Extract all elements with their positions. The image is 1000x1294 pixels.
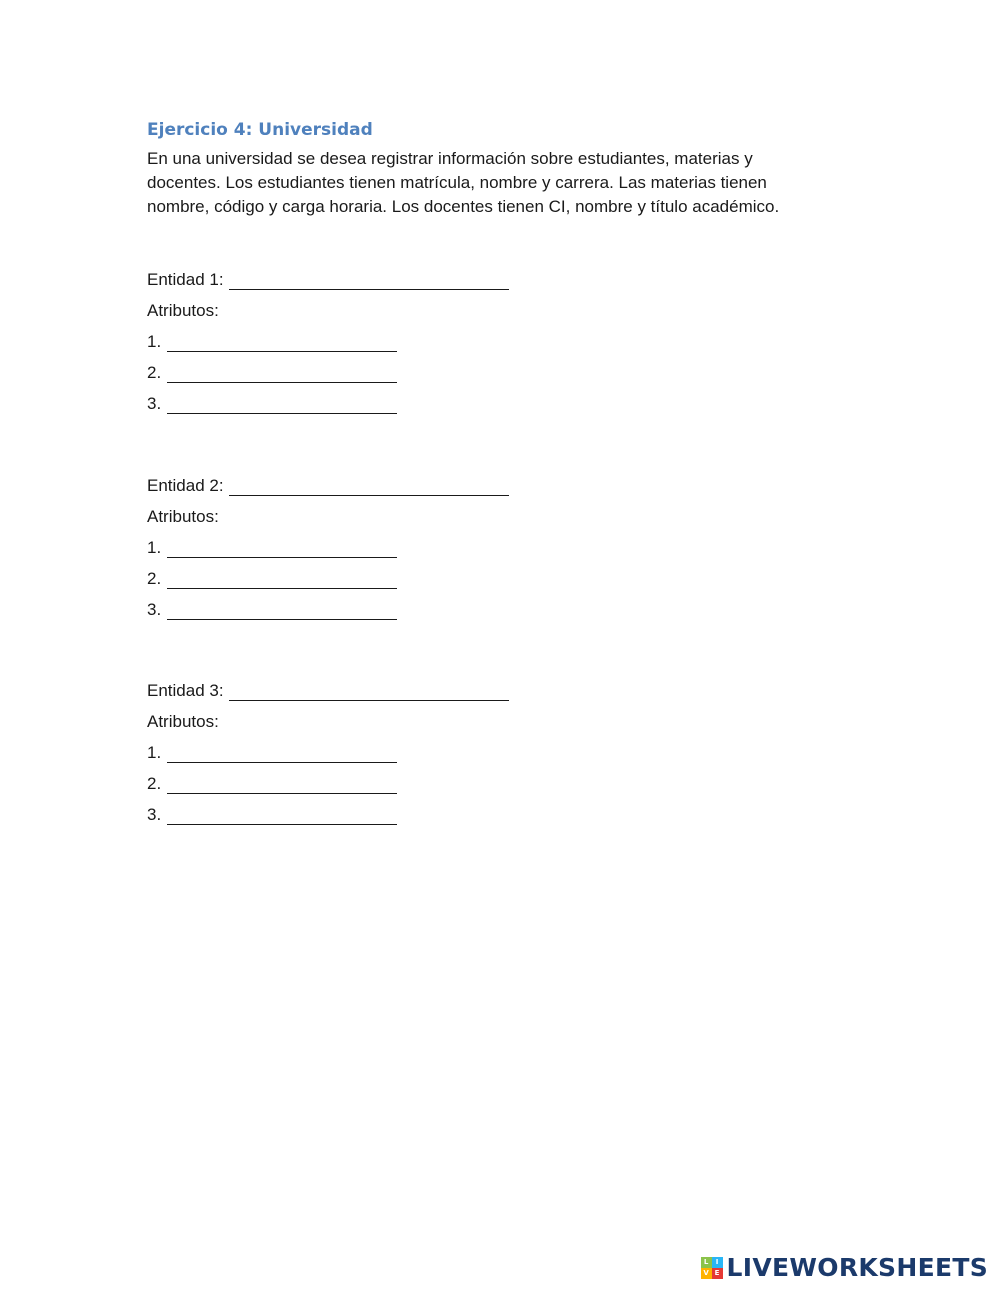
attribute-blank[interactable] bbox=[167, 395, 397, 414]
attributes-heading bbox=[147, 507, 509, 527]
attribute-blank[interactable] bbox=[167, 364, 397, 383]
attribute-blank[interactable] bbox=[167, 601, 397, 620]
attribute-number: 3. bbox=[147, 805, 162, 824]
logo-text: LIVEWORKSHEETS bbox=[726, 1253, 988, 1282]
entity-label: Entidad 1: bbox=[147, 270, 224, 289]
entity-label: Entidad 3: bbox=[147, 681, 224, 700]
description-line: En una universidad se desea registrar información sobre estudiantes, materias y bbox=[147, 149, 753, 168]
logo-mark-tile: E bbox=[712, 1268, 723, 1279]
entity-name-row bbox=[147, 476, 509, 496]
entity-name-blank[interactable] bbox=[229, 682, 509, 701]
attribute-number: 3. bbox=[147, 394, 162, 413]
attributes-label: Atributos: bbox=[147, 301, 219, 320]
description-line: docentes. Los estudiantes tienen matrícula, nombre y carrera. Las materias tienen bbox=[147, 173, 767, 192]
attribute-blank[interactable] bbox=[167, 539, 397, 558]
entity-name-blank[interactable] bbox=[229, 477, 509, 496]
entity-name-row bbox=[147, 681, 509, 701]
attribute-row bbox=[147, 569, 509, 589]
attribute-row bbox=[147, 332, 509, 352]
entity-block-1 bbox=[147, 270, 509, 414]
attribute-number: 1. bbox=[147, 332, 162, 351]
attribute-row bbox=[147, 363, 509, 383]
attribute-row bbox=[147, 774, 509, 794]
attribute-row bbox=[147, 743, 509, 763]
attribute-number: 3. bbox=[147, 600, 162, 619]
exercise-title: Ejercicio 4: Universidad bbox=[147, 120, 373, 140]
attribute-number: 2. bbox=[147, 363, 162, 382]
attribute-blank[interactable] bbox=[167, 333, 397, 352]
exercise-description bbox=[147, 147, 847, 219]
attribute-row bbox=[147, 600, 509, 620]
entity-name-blank[interactable] bbox=[229, 271, 509, 290]
logo-mark-tile: L bbox=[701, 1257, 712, 1268]
entity-label: Entidad 2: bbox=[147, 476, 224, 495]
attribute-row bbox=[147, 394, 509, 414]
attribute-blank[interactable] bbox=[167, 775, 397, 794]
attribute-number: 1. bbox=[147, 743, 162, 762]
attributes-label: Atributos: bbox=[147, 507, 219, 526]
attribute-number: 2. bbox=[147, 569, 162, 588]
entity-name-row bbox=[147, 270, 509, 290]
entity-block-2 bbox=[147, 476, 509, 620]
attributes-heading bbox=[147, 712, 509, 732]
attribute-blank[interactable] bbox=[167, 744, 397, 763]
attributes-heading bbox=[147, 301, 509, 321]
attribute-blank[interactable] bbox=[167, 570, 397, 589]
attribute-blank[interactable] bbox=[167, 806, 397, 825]
attributes-label: Atributos: bbox=[147, 712, 219, 731]
entity-block-3 bbox=[147, 681, 509, 825]
liveworksheets-logo bbox=[701, 1253, 988, 1282]
attribute-number: 2. bbox=[147, 774, 162, 793]
description-line: nombre, código y carga horaria. Los docentes tienen CI, nombre y título académico. bbox=[147, 197, 780, 216]
attribute-number: 1. bbox=[147, 538, 162, 557]
logo-mark-tile: I bbox=[712, 1257, 723, 1268]
attribute-row bbox=[147, 805, 509, 825]
logo-mark-icon bbox=[701, 1257, 723, 1279]
worksheet-page bbox=[147, 118, 847, 824]
attribute-row bbox=[147, 538, 509, 558]
logo-mark-tile: V bbox=[701, 1268, 712, 1279]
